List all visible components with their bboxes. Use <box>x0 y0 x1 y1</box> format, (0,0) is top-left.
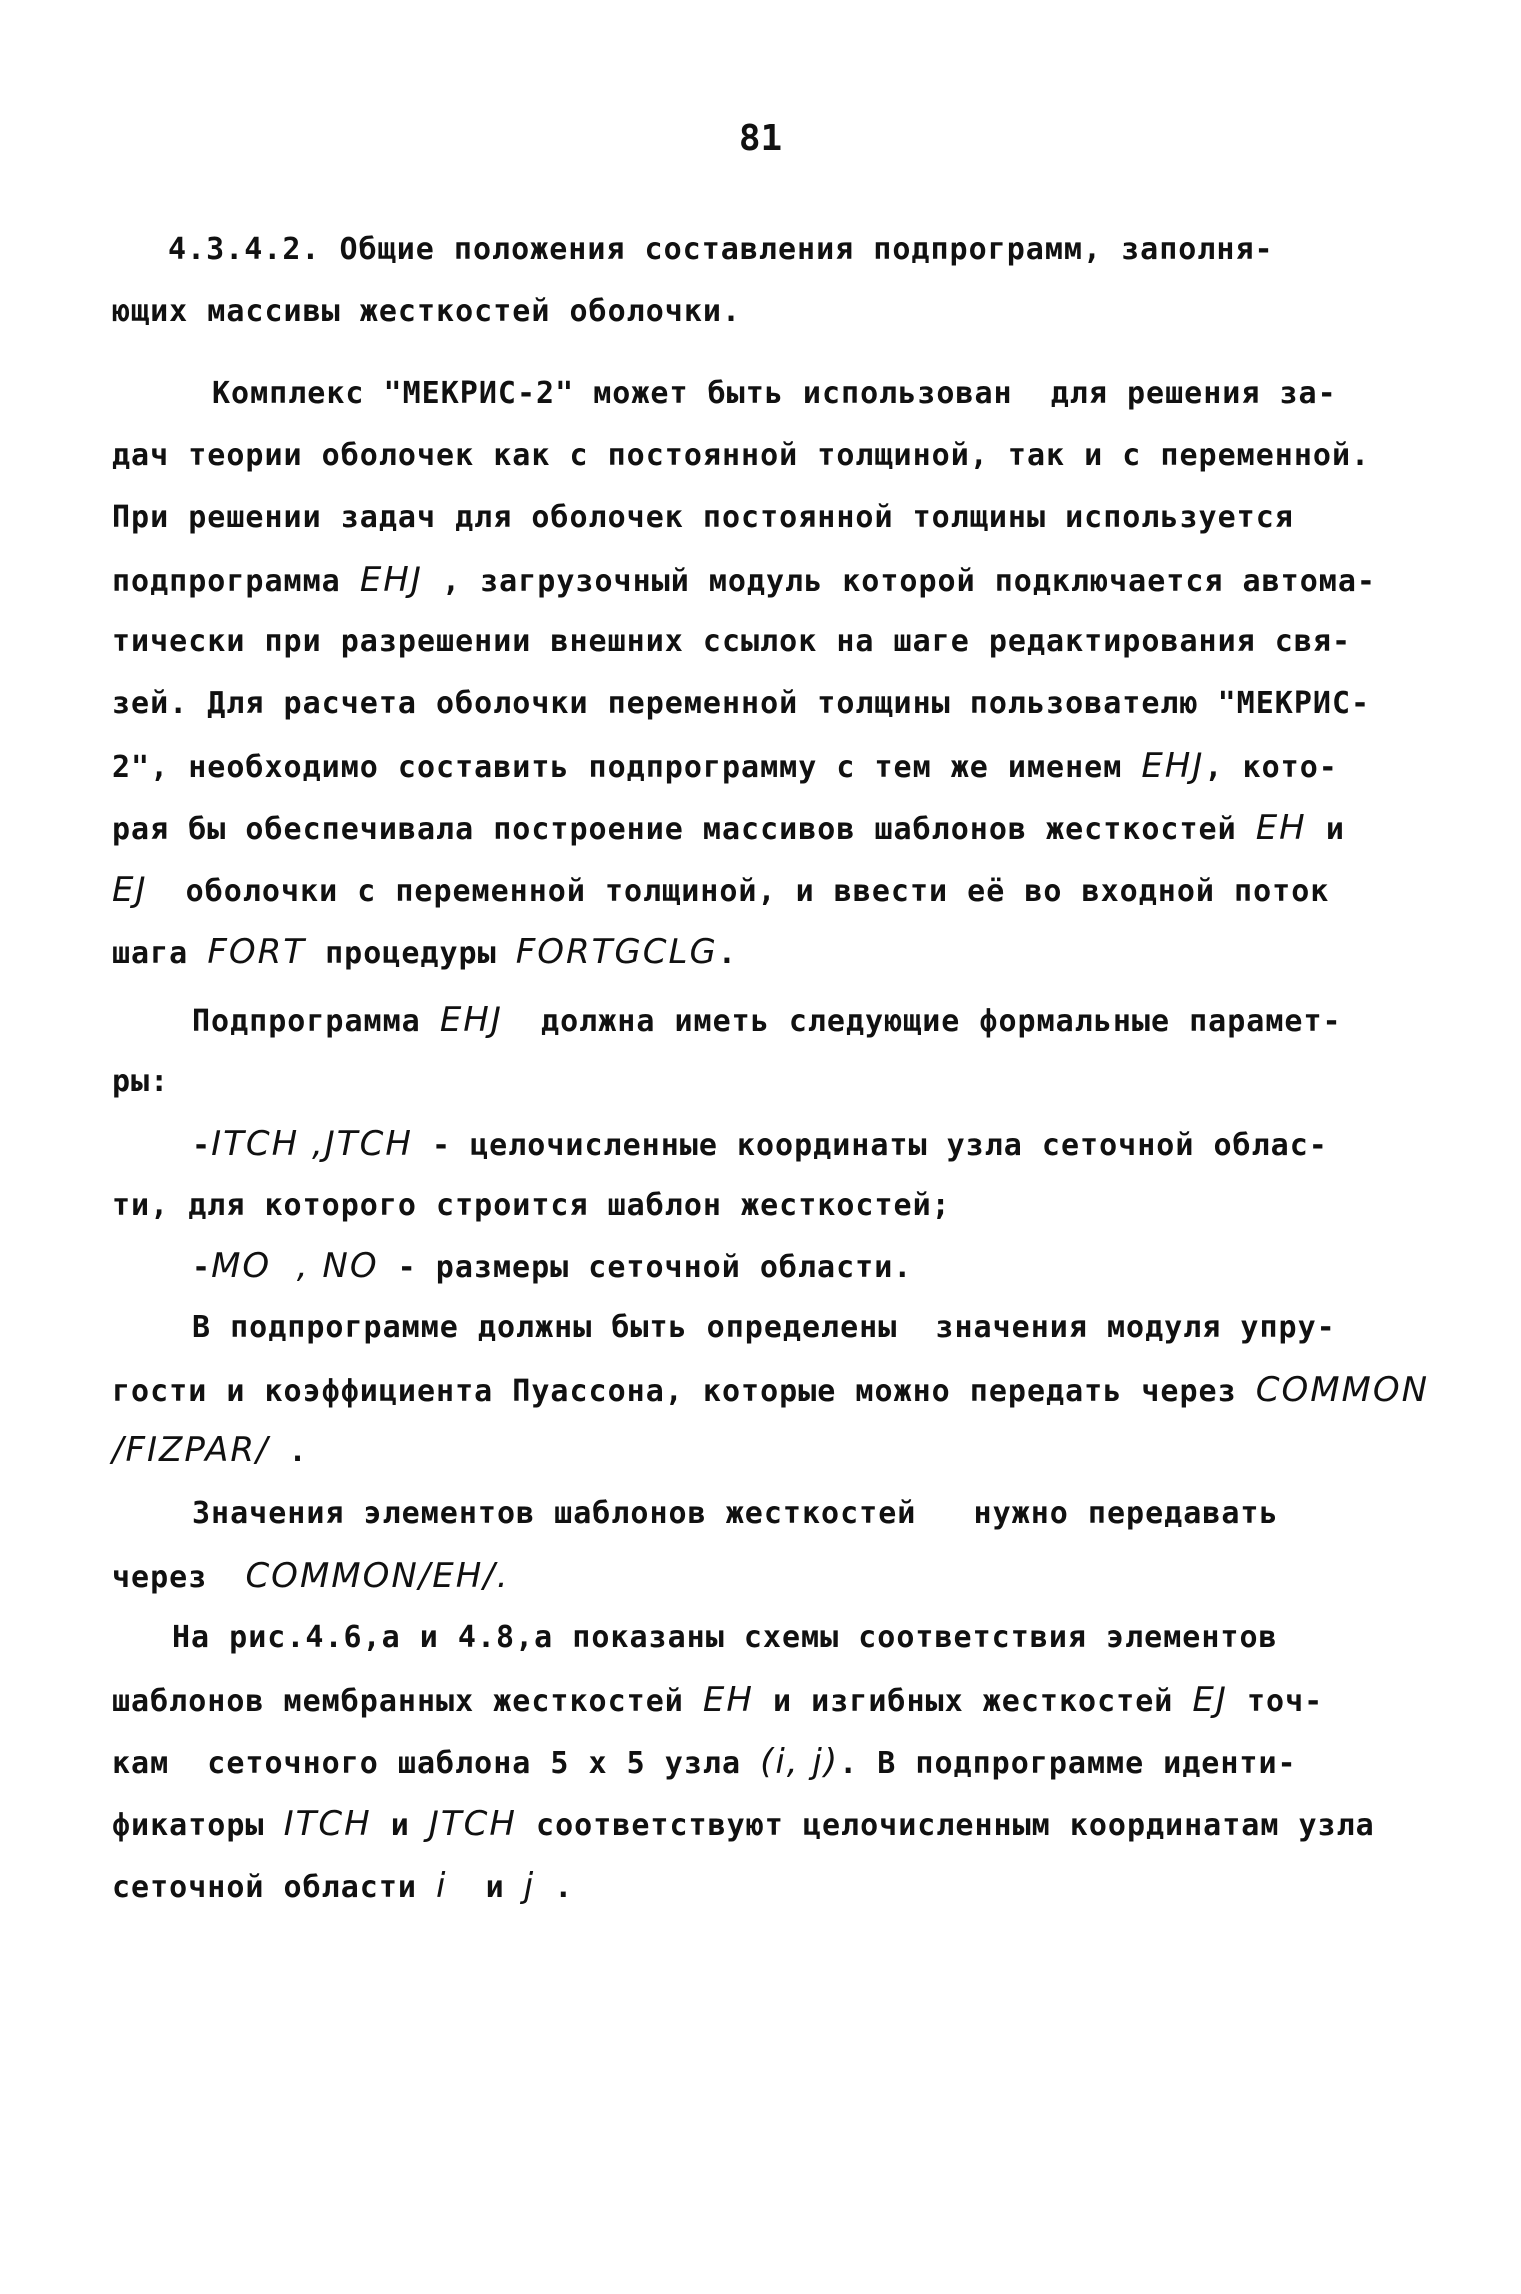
handwritten-identifier: COMMON/EH/. <box>245 1556 510 1596</box>
paragraph-7-line-4 <box>112 1804 1375 1846</box>
handwritten-identifier: FORTGCLG <box>515 932 718 972</box>
paragraph-3-line-2: ти, для которого строится шаблон жесткостей; <box>112 1188 951 1223</box>
handwritten-identifier: EHJ <box>439 1000 503 1040</box>
text: соответствуют целочисленным координатам узла <box>516 1808 1375 1843</box>
handwritten-identifier: EJ <box>1192 1680 1228 1720</box>
paragraph-6-line-1: Значения элементов шаблонов жесткостей нужно передавать <box>192 1496 1279 1531</box>
handwritten-identifier: EH <box>702 1680 754 1720</box>
text: шаблонов мембранных жесткостей <box>112 1684 703 1719</box>
text: и <box>1306 812 1345 847</box>
paragraph-5-line-3 <box>112 1430 308 1472</box>
paragraph-5-line-1: В подпрограмме должны быть определены значения модуля упру- <box>192 1310 1336 1345</box>
paragraph-1-line-10 <box>112 932 737 974</box>
page-number: 81 <box>738 118 783 159</box>
text: . <box>535 1870 574 1905</box>
text: точ- <box>1227 1684 1324 1719</box>
handwritten-identifier: EHJ <box>359 560 423 600</box>
handwritten-identifier: COMMON <box>1255 1370 1430 1410</box>
text: , загрузочный модуль которой подключается автома- <box>422 564 1376 599</box>
paragraph-1-line-3: При решении задач для оболочек постоянной толщины используется <box>112 500 1294 535</box>
handwritten-identifier: EH <box>1255 808 1307 848</box>
paragraph-1-line-5: тически при разрешении внешних ссылок на шаге редактирования свя- <box>112 624 1351 659</box>
paragraph-4-line-1 <box>192 1246 912 1288</box>
paragraph-3-line-1 <box>192 1124 1328 1166</box>
handwritten-identifier: ITCH <box>283 1804 372 1844</box>
paragraph-5-line-2 <box>112 1370 1429 1412</box>
text: и <box>371 1808 429 1843</box>
text: - <box>192 1250 212 1285</box>
text: - размеры сеточной области. <box>378 1250 913 1285</box>
text: должна иметь следующие формальные парамет- <box>502 1004 1342 1039</box>
text: через <box>112 1560 246 1595</box>
handwritten-identifier: ITCH ,JTCH <box>211 1124 413 1164</box>
text: кам сеточного шаблона 5 х 5 узла <box>112 1746 761 1781</box>
section-heading-line-1: 4.3.4.2. Общие положения составления подпрограмм, заполня- <box>168 232 1274 267</box>
paragraph-1-line-7 <box>112 746 1338 788</box>
text: . <box>717 936 737 971</box>
text: Подпрограмма <box>192 1004 440 1039</box>
handwritten-identifier: EHJ <box>1141 746 1205 786</box>
paragraph-1-line-6: зей. Для расчета оболочки переменной толщины пользователю "МЕКРИС- <box>112 686 1371 721</box>
handwritten-identifier: (i, j) <box>760 1742 840 1782</box>
text: - целочисленные координаты узла сеточной облас- <box>412 1128 1328 1163</box>
text: сеточной области <box>112 1870 437 1905</box>
text: 2", необходимо составить подпрограмму с тем же именем <box>112 750 1142 785</box>
paragraph-2-line-1 <box>192 1000 1342 1042</box>
paragraph-1-line-2: дач теории оболочек как с постоянной толщиной, так и с переменной. <box>112 438 1371 473</box>
paragraph-7-line-1: На рис.4.6,а и 4.8,а показаны схемы соответствия элементов <box>172 1620 1278 1655</box>
paragraph-1-line-9 <box>112 870 1329 912</box>
text: гости и коэффициента Пуассона, которые можно передать через <box>112 1374 1256 1409</box>
handwritten-identifier: JTCH <box>428 1804 517 1844</box>
paragraph-7-line-3 <box>112 1742 1297 1784</box>
text: процедуры <box>306 936 516 971</box>
paragraph-1-line-4 <box>112 560 1376 602</box>
text: шага <box>112 936 208 971</box>
text: . В подпрограмме иденти- <box>839 1746 1297 1781</box>
section-heading-line-2: ющих массивы жесткостей оболочки. <box>112 294 742 329</box>
paragraph-6-line-2 <box>112 1556 510 1598</box>
handwritten-identifier: /FIZPAR/ <box>112 1430 270 1470</box>
text: и изгибных жесткостей <box>753 1684 1193 1719</box>
paragraph-2-line-2: ры: <box>112 1064 170 1099</box>
handwritten-identifier: EJ <box>112 870 148 910</box>
paragraph-1-line-1: Комплекс "МЕКРИС-2" может быть использован для решения за- <box>212 376 1337 411</box>
text: - <box>192 1128 212 1163</box>
handwritten-identifier: MO , NO <box>211 1246 379 1286</box>
handwritten-identifier: FORT <box>207 932 307 972</box>
paragraph-1-line-8 <box>112 808 1345 850</box>
text: . <box>269 1434 308 1469</box>
text: и <box>447 1870 524 1905</box>
text: подпрограмма <box>112 564 360 599</box>
text: фикаторы <box>112 1808 284 1843</box>
handwritten-identifier: j <box>523 1866 536 1906</box>
text: оболочки с переменной толщиной, и ввести её во входной поток <box>147 874 1330 909</box>
text: рая бы обеспечивала построение массивов шаблонов жесткостей <box>112 812 1256 847</box>
text: , кото- <box>1204 750 1338 785</box>
handwritten-identifier: i <box>436 1866 448 1906</box>
paragraph-7-line-2 <box>112 1680 1323 1722</box>
paragraph-7-line-5 <box>112 1866 573 1908</box>
